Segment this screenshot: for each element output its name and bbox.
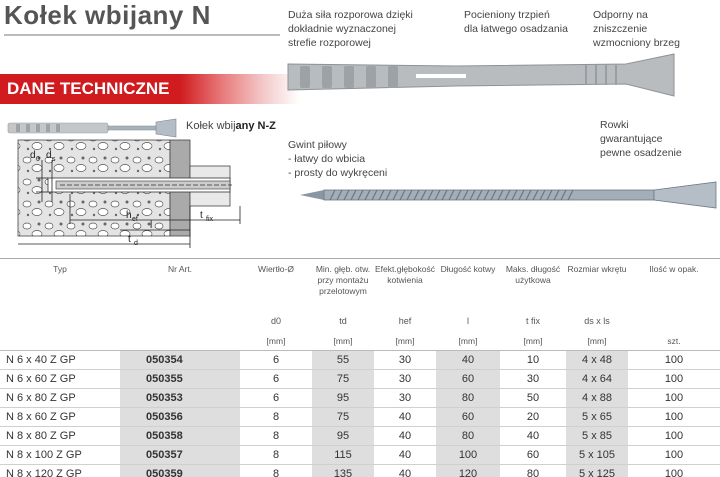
header-art: Nr Art. xyxy=(167,264,193,274)
table-cell: 100 xyxy=(628,388,720,407)
label-d0: d xyxy=(30,150,36,161)
table-cell: N 8 x 120 Z GP xyxy=(0,464,120,477)
technical-table xyxy=(0,258,720,477)
title-text: Kołek wbijany N xyxy=(4,0,211,30)
header-anchor-depth: Efekt.głębokość kotwienia xyxy=(374,264,435,285)
table-cell: 40 xyxy=(374,464,436,477)
table-cell: 8 xyxy=(240,407,312,426)
callout-resistant xyxy=(593,8,680,50)
table-cell: 40 xyxy=(436,350,500,369)
table-cell: 95 xyxy=(312,426,374,445)
banner-fade xyxy=(180,74,300,104)
table-cell: 8 xyxy=(240,445,312,464)
unit-cell: [mm] xyxy=(436,332,500,350)
table-cell: 50 xyxy=(500,388,566,407)
header-typ: Typ xyxy=(53,264,67,274)
table-cell: 5 x 105 xyxy=(566,445,628,464)
label-ds-sub: s xyxy=(52,156,56,163)
table-row xyxy=(0,445,720,464)
callout-thin-line: Pocieniony trzpień xyxy=(464,9,550,21)
header-depth: Min. głęb. otw. przy montażu przelotowym xyxy=(315,264,371,296)
table-cell: 80 xyxy=(436,388,500,407)
table-cell: 115 xyxy=(312,445,374,464)
table-cell: 100 xyxy=(436,445,500,464)
header-length: Długość kotwy xyxy=(440,264,496,274)
callout-force-line: dokładnie wyznaczonej xyxy=(288,23,396,35)
label-tfix: t xyxy=(200,210,203,221)
callout-thread xyxy=(288,138,387,180)
small-caption-bold: any N-Z xyxy=(235,120,276,132)
table-cell: N 8 x 80 Z GP xyxy=(0,426,120,445)
table-row xyxy=(0,350,720,369)
title-underline xyxy=(4,34,280,36)
page-title xyxy=(4,0,211,31)
table-cell: 135 xyxy=(312,464,374,477)
callout-force-line: strefie rozporowej xyxy=(288,37,371,49)
unit-cell: [mm] xyxy=(500,332,566,350)
table-cell: 8 xyxy=(240,464,312,477)
unit-cell: [mm] xyxy=(374,332,436,350)
symbol-cell: ds x ls xyxy=(584,316,610,326)
label-td: t xyxy=(128,234,131,245)
table-cell: 30 xyxy=(374,369,436,388)
table-cell: 55 xyxy=(312,350,374,369)
table-cell: 100 xyxy=(628,464,720,477)
callout-force xyxy=(288,8,413,50)
table-cell: 5 x 85 xyxy=(566,426,628,445)
table-header-row xyxy=(0,258,720,310)
symbol-cell xyxy=(628,310,720,332)
symbol-cell: l xyxy=(467,316,469,326)
symbol-cell: d0 xyxy=(270,316,281,326)
table-cell: 100 xyxy=(628,407,720,426)
table-cell: 4 x 88 xyxy=(566,388,628,407)
table-cell: 60 xyxy=(500,445,566,464)
unit-cell: [mm] xyxy=(312,332,374,350)
label-tfix-sub: fix xyxy=(206,216,213,223)
table-cell: 050355 xyxy=(120,369,240,388)
table-cell: N 6 x 40 Z GP xyxy=(0,350,120,369)
table-cell: 4 x 48 xyxy=(566,350,628,369)
table-row xyxy=(0,464,720,477)
callout-grooves-line: gwarantujące xyxy=(600,133,663,145)
table-cell: 95 xyxy=(312,388,374,407)
unit-cell: [mm] xyxy=(240,332,312,350)
table-cell: 75 xyxy=(312,369,374,388)
table-cell: 100 xyxy=(628,426,720,445)
table-cell: 050353 xyxy=(120,388,240,407)
label-hef: h xyxy=(126,210,132,221)
callout-grooves-line: pewne osadzenie xyxy=(600,147,682,159)
table-cell: 60 xyxy=(436,369,500,388)
table-cell: 30 xyxy=(374,388,436,407)
symbol-cell: td xyxy=(339,316,347,326)
symbol-cell xyxy=(0,310,120,332)
label-hef-sub: ef xyxy=(132,216,138,223)
dowel-image xyxy=(286,52,678,102)
callout-thread-line: Gwint piłowy xyxy=(288,139,347,151)
table-cell: 050358 xyxy=(120,426,240,445)
table-cell: 30 xyxy=(374,350,436,369)
table-cell: 40 xyxy=(374,407,436,426)
callout-resistant-line: Odporny na xyxy=(593,9,648,21)
table-row xyxy=(0,369,720,388)
table-cell: 8 xyxy=(240,426,312,445)
callout-force-line: Duża siła rozporowa dzięki xyxy=(288,9,413,21)
callout-grooves-line: Rowki xyxy=(600,119,629,131)
unit-cell: [mm] xyxy=(566,332,628,350)
header-screw-size: Rozmiar wkrętu xyxy=(567,264,627,274)
table-cell: 050356 xyxy=(120,407,240,426)
table-cell: 100 xyxy=(628,445,720,464)
unit-cell xyxy=(0,332,120,350)
table-cell: 75 xyxy=(312,407,374,426)
table-cell: N 8 x 60 Z GP xyxy=(0,407,120,426)
symbol-cell: t fix xyxy=(525,316,540,326)
table-cell: 120 xyxy=(436,464,500,477)
small-caption-prefix: Kołek wbij xyxy=(186,120,236,132)
table-cell: 30 xyxy=(500,369,566,388)
callout-thin-line: dla łatwego osadzania xyxy=(464,23,568,35)
table-cell: N 6 x 80 Z GP xyxy=(0,388,120,407)
header-max-length: Maks. długość użytkowa xyxy=(505,264,561,285)
section-label: DANE TECHNICZNE xyxy=(7,79,170,98)
table-cell: 40 xyxy=(374,445,436,464)
section-banner xyxy=(0,74,300,104)
table-cell: 6 xyxy=(240,388,312,407)
table-cell: 100 xyxy=(628,369,720,388)
unit-cell xyxy=(120,332,240,350)
table-cell: 60 xyxy=(436,407,500,426)
table-row xyxy=(0,407,720,426)
callout-resistant-line: wzmocniony brzeg xyxy=(593,37,680,49)
table-cell: 050354 xyxy=(120,350,240,369)
callout-grooves xyxy=(600,118,682,160)
table-cell: 40 xyxy=(374,426,436,445)
callout-thin xyxy=(464,8,568,36)
installation-diagram xyxy=(0,110,250,258)
table-row xyxy=(0,426,720,445)
table-cell: 5 x 65 xyxy=(566,407,628,426)
unit-row xyxy=(0,332,720,350)
header-drill: Wiertło-Ø xyxy=(258,264,294,274)
table-row xyxy=(0,388,720,407)
table-body xyxy=(0,310,720,477)
table-cell: 6 xyxy=(240,369,312,388)
label-ds: d xyxy=(46,150,52,161)
table-cell: 80 xyxy=(500,464,566,477)
table-cell: 5 x 125 xyxy=(566,464,628,477)
table-cell: 6 xyxy=(240,350,312,369)
table-cell: 050359 xyxy=(120,464,240,477)
table-cell: 050357 xyxy=(120,445,240,464)
table-cell: 4 x 64 xyxy=(566,369,628,388)
table-cell: 80 xyxy=(436,426,500,445)
header-qty: Ilość w opak. xyxy=(649,264,699,274)
unit-cell: szt. xyxy=(628,332,720,350)
symbol-cell xyxy=(120,310,240,332)
callout-thread-line: - prosty do wykręceni xyxy=(288,167,388,179)
table-cell: 40 xyxy=(500,426,566,445)
symbol-row xyxy=(0,310,720,332)
label-td-sub: d xyxy=(134,240,138,247)
table-cell: 10 xyxy=(500,350,566,369)
symbol-cell: hef xyxy=(398,316,412,326)
label-l: l xyxy=(150,220,153,231)
table-cell: N 6 x 60 Z GP xyxy=(0,369,120,388)
table-cell: 100 xyxy=(628,350,720,369)
table-cell: 20 xyxy=(500,407,566,426)
callout-thread-line: - łatwy do wbicia xyxy=(288,153,366,165)
table-cell: N 8 x 100 Z GP xyxy=(0,445,120,464)
label-d0-sub: 0 xyxy=(36,156,40,163)
screw-image xyxy=(300,180,720,210)
callout-resistant-line: zniszczenie xyxy=(593,23,648,35)
